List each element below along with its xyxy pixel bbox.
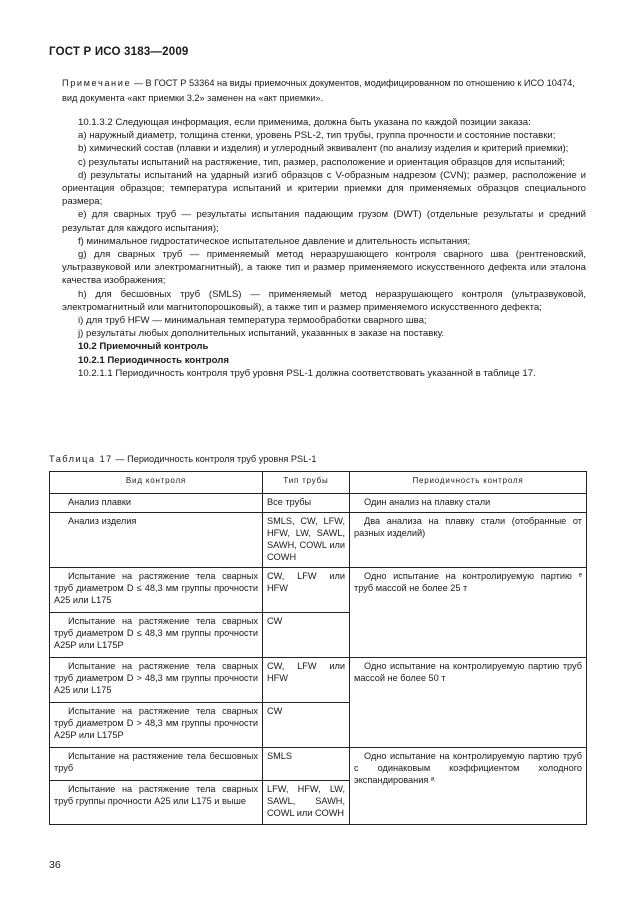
paragraph: b) химический состав (плавки и изделия) и углеродный эквивалент (по анализу изделия и критерий приемки);: [78, 143, 569, 155]
paragraph: a) наружный диаметр, толщина стенки, уровень PSL-2, тип трубы, группа прочности и состояние поставки;: [78, 130, 556, 142]
frequency-table: [49, 471, 587, 825]
page-number: 36: [49, 859, 61, 871]
table-cell: Одно испытание на контролируемую партию ᵉ труб массой не более 25 т: [350, 567, 587, 657]
paragraph: j) результаты любых дополнительных испытаний, указанных в заказе на поставку.: [78, 328, 445, 340]
paragraph: g) для сварных труб — применяемый метод неразрушающего контроля сварного шва (рентгеновский, ультразвуковой или электромагнитный), а также тип и размер применяемого искусственного дефекта или эталона качества изображения;: [62, 249, 586, 287]
table-cell: SMLS, CW, LFW, HFW, LW, SAWL, SAWH, COWL или COWH: [263, 512, 350, 567]
table-cell: Испытание на растяжение тела сварных труб диаметром D > 48,3 мм группы прочности A25P или L175P: [50, 702, 263, 747]
table-cell: Одно испытание на контролируемую партию труб массой не более 50 т: [350, 657, 587, 747]
table-cell: Испытание на растяжение тела сварных труб диаметром D ≤ 48,3 мм группы прочности A25 или L175: [50, 567, 263, 612]
paragraph: h) для бесшовных труб (SMLS) — применяемый метод неразрушающего контроля (ультразвуковой, электромагнитный или магнитопорошковый), а также тип и размер применяемого искусственного дефекта;: [62, 288, 586, 313]
column-header: Периодичность контроля: [350, 472, 587, 494]
paragraph: f) минимальное гидростатическое испытательное давление и длительность испытания;: [78, 235, 471, 247]
table-row: [50, 567, 587, 612]
paragraph: 10.2.1.1 Периодичность контроля труб уровня PSL-1 должна соответствовать указанной в таблице 17.: [78, 367, 536, 379]
column-header: Вид контроля: [50, 472, 263, 494]
note: [62, 76, 586, 105]
table-cell: CW, LFW или HFW: [263, 567, 350, 612]
document-header: ГОСТ Р ИСО 3183—2009: [49, 46, 189, 58]
table-row: [50, 657, 587, 702]
table-cell: Один анализ на плавку стали: [350, 494, 587, 512]
note-label: Примечание: [62, 78, 132, 88]
table-cell: Анализ изделия: [50, 512, 263, 567]
main-text: [62, 116, 586, 380]
subsection-heading: 10.2.1 Периодичность контроля: [78, 354, 229, 366]
table-cell: Одно испытание на контролируемую партию труб с одинаковым коэффициентом холодного экспандирования ᵃ: [350, 747, 587, 824]
table-caption-text: — Периодичность контроля труб уровня PSL-1: [115, 454, 317, 464]
table-cell: Испытание на растяжение тела сварных труб группы прочности A25 или L175 и выше: [50, 780, 263, 824]
table-cell: CW: [263, 702, 350, 747]
table-cell: Все трубы: [263, 494, 350, 512]
table-cell: Анализ плавки: [50, 494, 263, 512]
paragraph: e) для сварных труб — результаты испытания падающим грузом (DWT) (отдельные результаты и средний результат для каждого испытания);: [62, 209, 586, 234]
section-heading: 10.2 Приемочный контроль: [78, 341, 209, 353]
table-cell: Два анализа на плавку стали (отобранные от разных изделий): [350, 512, 587, 567]
paragraph: c) результаты испытаний на растяжение, тип, размер, расположение и ориентация образцов для испытаний;: [78, 156, 566, 168]
table-caption-label: Таблица 17: [49, 454, 113, 464]
paragraph: d) результаты испытаний на ударный изгиб образцов с V-образным надрезом (CVN); размер, расположение и ориентация образцов; температура испытаний и критерии приемки для применяемых образцов специального размера;: [62, 169, 586, 208]
table-cell: CW, LFW или HFW: [263, 657, 350, 702]
table-cell: Испытание на растяжение тела сварных труб диаметром D ≤ 48,3 мм группы прочности A25P или L175P: [50, 612, 263, 657]
table-cell: LFW, HFW, LW, SAWL, SAWH, COWL или COWH: [263, 780, 350, 824]
table-caption: [49, 454, 316, 464]
table-row: [50, 494, 587, 512]
paragraph: 10.1.3.2 Следующая информация, если применима, должна быть указана по каждой позиции заказа:: [78, 117, 531, 128]
table-row: [50, 747, 587, 780]
table-cell: SMLS: [263, 747, 350, 780]
paragraph: i) для труб HFW — минимальная температура термообработки сварного шва;: [78, 315, 427, 327]
table-cell: CW: [263, 612, 350, 657]
table-header-row: [50, 472, 587, 494]
table-cell: Испытание на растяжение тела бесшовных труб: [50, 747, 263, 780]
table-cell: Испытание на растяжение тела сварных труб диаметром D > 48,3 мм группы прочности A25 или L175: [50, 657, 263, 702]
column-header: Тип трубы: [263, 472, 350, 494]
table-row: [50, 512, 587, 567]
note-text: — В ГОСТ Р 53364 на виды приемочных документов, модифицированном по отношению к ИСО 10474, вид документа «акт приемки 3.2» заменен на «акт приемки».: [62, 78, 575, 103]
